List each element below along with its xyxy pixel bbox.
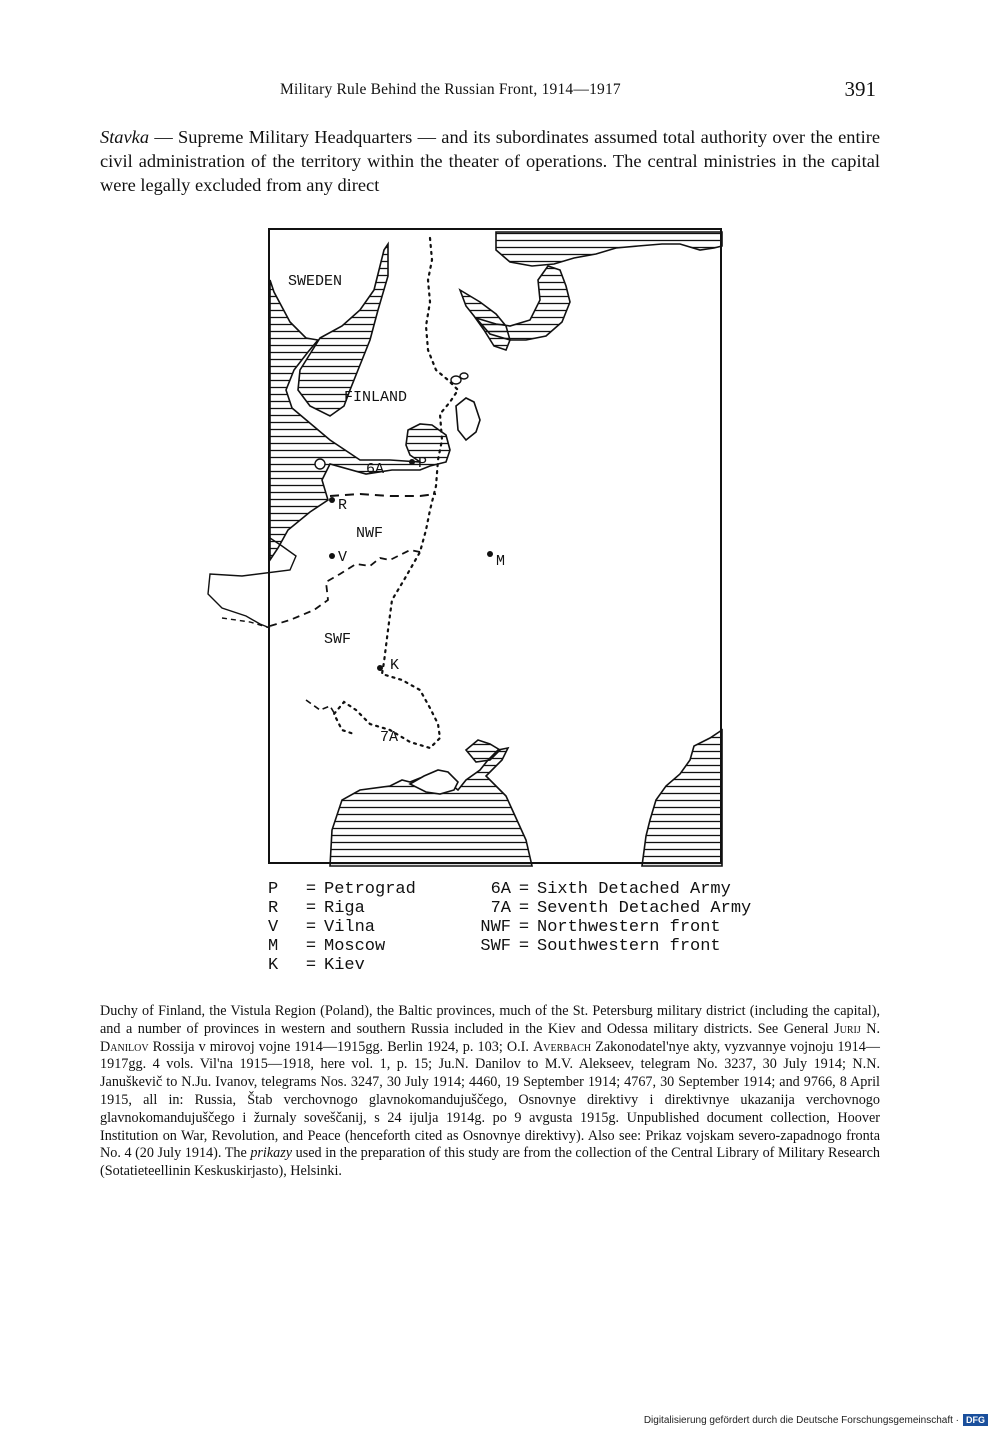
intro-paragraph bbox=[100, 125, 880, 197]
legend-row: K = Kiev bbox=[268, 956, 365, 975]
map-figure bbox=[268, 228, 722, 864]
city-dot-k bbox=[377, 665, 383, 671]
lake-ladoga bbox=[456, 398, 480, 440]
city-dot-r bbox=[329, 497, 335, 503]
label-7a: 7A bbox=[380, 729, 399, 746]
lake-onega-a bbox=[451, 376, 461, 384]
footnote: Duchy of Finland, the Vistula Region (Poland), the Baltic provinces, much of the St. Petersburg military district (including the capital), and a number of provinces in western and southern Russia included in the Kiev and Odessa military districts. See General Jurij N. Danilov Rossija v mirovoj vojne 1914—1915gg. Berlin 1924, p. 103; O.I. Averbach Zakonodatel'nye akty, vyzvannye vojnoju 1914—1917gg. 4 vols. Vil'na 1915—1918, here vol. 1, p. 15; Ju.N. Danilov to M.V. Alekseev, telegram No. 3237, 30 July 1914; N.N. Januškevič to N.Ju. Ivanov, telegrams Nos. 3247, 30 July 1914; 4460, 19 September 1914; 4767, 30 September 1914; and 9766, 8 April 1915, all in: Russia, Štab verchovnogo glavnokomandujuščego, Osnovnye direktivy i direktivnye ukazanija verchovnogo glavnokomandujuščego i žurnaly soveščanij, s 24 ijulja 1914g. po 9 avgusta 1915g. Unpublished document collection, Hoover Institution on War, Revolution, and Peace (henceforth cited as Osnovnye direktivy). Also see: Prikaz vojskam severo-zapadnogo fronta No. 4 (20 July 1914). The prikazy used in the preparation of this study are from the collection of the Central Library of Military Research (Sotatieteellinin Keskuskirjasto), Helsinki. bbox=[100, 1003, 880, 1180]
label-sweden: SWEDEN bbox=[288, 273, 343, 290]
legend-row: NWF = Northwestern front bbox=[480, 918, 721, 937]
stavka-term: Stavka bbox=[100, 127, 150, 147]
prikazy-term: prikazy bbox=[250, 1145, 293, 1162]
western-border-dashed bbox=[222, 618, 270, 628]
digitization-credit bbox=[644, 1414, 988, 1426]
lake-peipus bbox=[315, 459, 325, 469]
label-finland: FINLAND bbox=[344, 389, 408, 406]
label-p: P bbox=[418, 455, 428, 472]
boundary-6a-nwf bbox=[330, 494, 436, 496]
city-dot-v bbox=[329, 553, 335, 559]
credit-text: Digitalisierung gefördert durch die Deutsche Forschungsgemeinschaft · bbox=[643, 1414, 959, 1426]
western-border bbox=[208, 538, 296, 628]
label-r: R bbox=[338, 497, 348, 514]
swf-south-boundary bbox=[306, 700, 336, 716]
legend-row: V = Vilna bbox=[268, 918, 376, 937]
caspian-sea bbox=[642, 730, 722, 866]
label-v: V bbox=[338, 549, 348, 566]
lake-onega-b bbox=[460, 373, 468, 379]
intro-text: — Supreme Military Headquarters — and its subordinates assumed total authority over the entire civil administration of the territory within the theater of operations. The central ministries in the capital were legally excluded from any direct bbox=[100, 127, 880, 195]
dfg-logo: DFG bbox=[963, 1414, 988, 1426]
legend-row: SWF = Southwestern front bbox=[480, 937, 721, 956]
legend-row: P = Petrograd bbox=[268, 880, 416, 899]
onega-bay bbox=[476, 266, 570, 340]
legend-cities bbox=[268, 880, 458, 975]
author-averbach: Averbach bbox=[533, 1038, 592, 1055]
label-m: M bbox=[496, 553, 506, 570]
city-dot-m bbox=[487, 551, 493, 557]
black-sea bbox=[330, 748, 532, 866]
legend-units bbox=[458, 880, 788, 956]
white-sea bbox=[496, 232, 722, 266]
running-head bbox=[100, 77, 880, 103]
label-swf: SWF bbox=[324, 631, 352, 648]
label-nwf: NWF bbox=[356, 525, 384, 542]
map-drawing bbox=[270, 230, 724, 866]
author-danilov: Jurij N. Danilov bbox=[100, 1020, 880, 1055]
legend-row: M = Moscow bbox=[268, 937, 386, 956]
city-dot-p bbox=[409, 459, 415, 465]
legend-row: 6A = Sixth Detached Army bbox=[490, 880, 731, 899]
legend-row: 7A = Seventh Detached Army bbox=[490, 899, 752, 918]
label-k: K bbox=[390, 657, 400, 674]
label-6a: 6A bbox=[366, 461, 385, 478]
running-title: Military Rule Behind the Russian Front, 1914—1917 bbox=[280, 81, 621, 98]
legend-row: R = Riga bbox=[268, 899, 365, 918]
page-number: 391 bbox=[844, 77, 876, 101]
